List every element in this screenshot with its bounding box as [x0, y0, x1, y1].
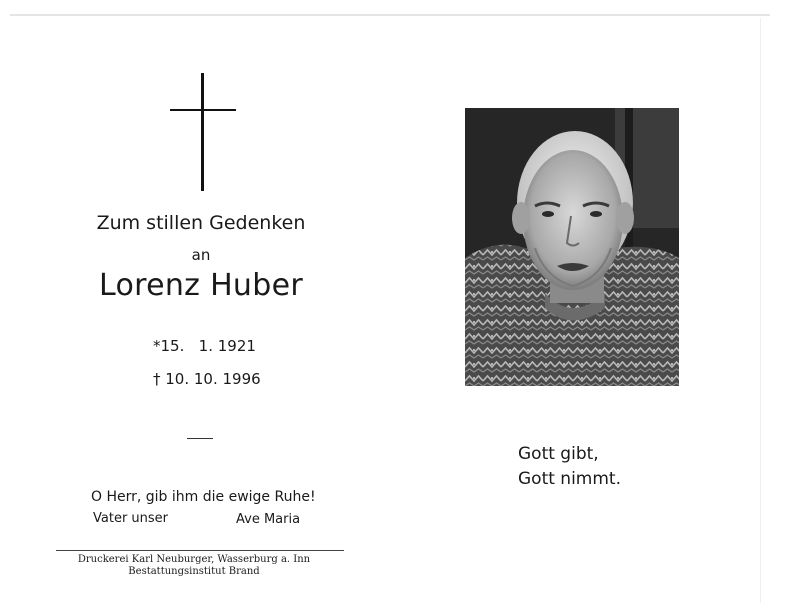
birth-date: *15. 1. 1921 [153, 337, 256, 355]
motto-line-2: Gott nimmt. [518, 469, 621, 489]
cross-horizontal-bar [170, 109, 236, 111]
prayer-line: O Herr, gib ihm die ewige Ruhe! [91, 489, 316, 505]
motto-line-1: Gott gibt, [518, 444, 599, 464]
printer-imprint: Druckerei Karl Neuburger, Wasserburg a. Inn [77, 554, 311, 565]
memorial-preposition: an [191, 246, 211, 264]
death-date: † 10. 10. 1996 [153, 370, 261, 388]
cross-vertical-bar [201, 73, 204, 191]
latin-cross-icon [170, 73, 236, 191]
separator-line [187, 438, 213, 439]
funeral-home-imprint: Bestattungsinstitut Brand [128, 566, 260, 577]
prayer-ave-maria: Ave Maria [236, 512, 301, 527]
deceased-name: Lorenz Huber [99, 268, 303, 303]
portrait-photo [465, 108, 679, 386]
memorial-heading: Zum stillen Gedenken [96, 212, 306, 234]
prayer-vater-unser: Vater unser [93, 511, 169, 526]
printer-rule [56, 550, 344, 551]
